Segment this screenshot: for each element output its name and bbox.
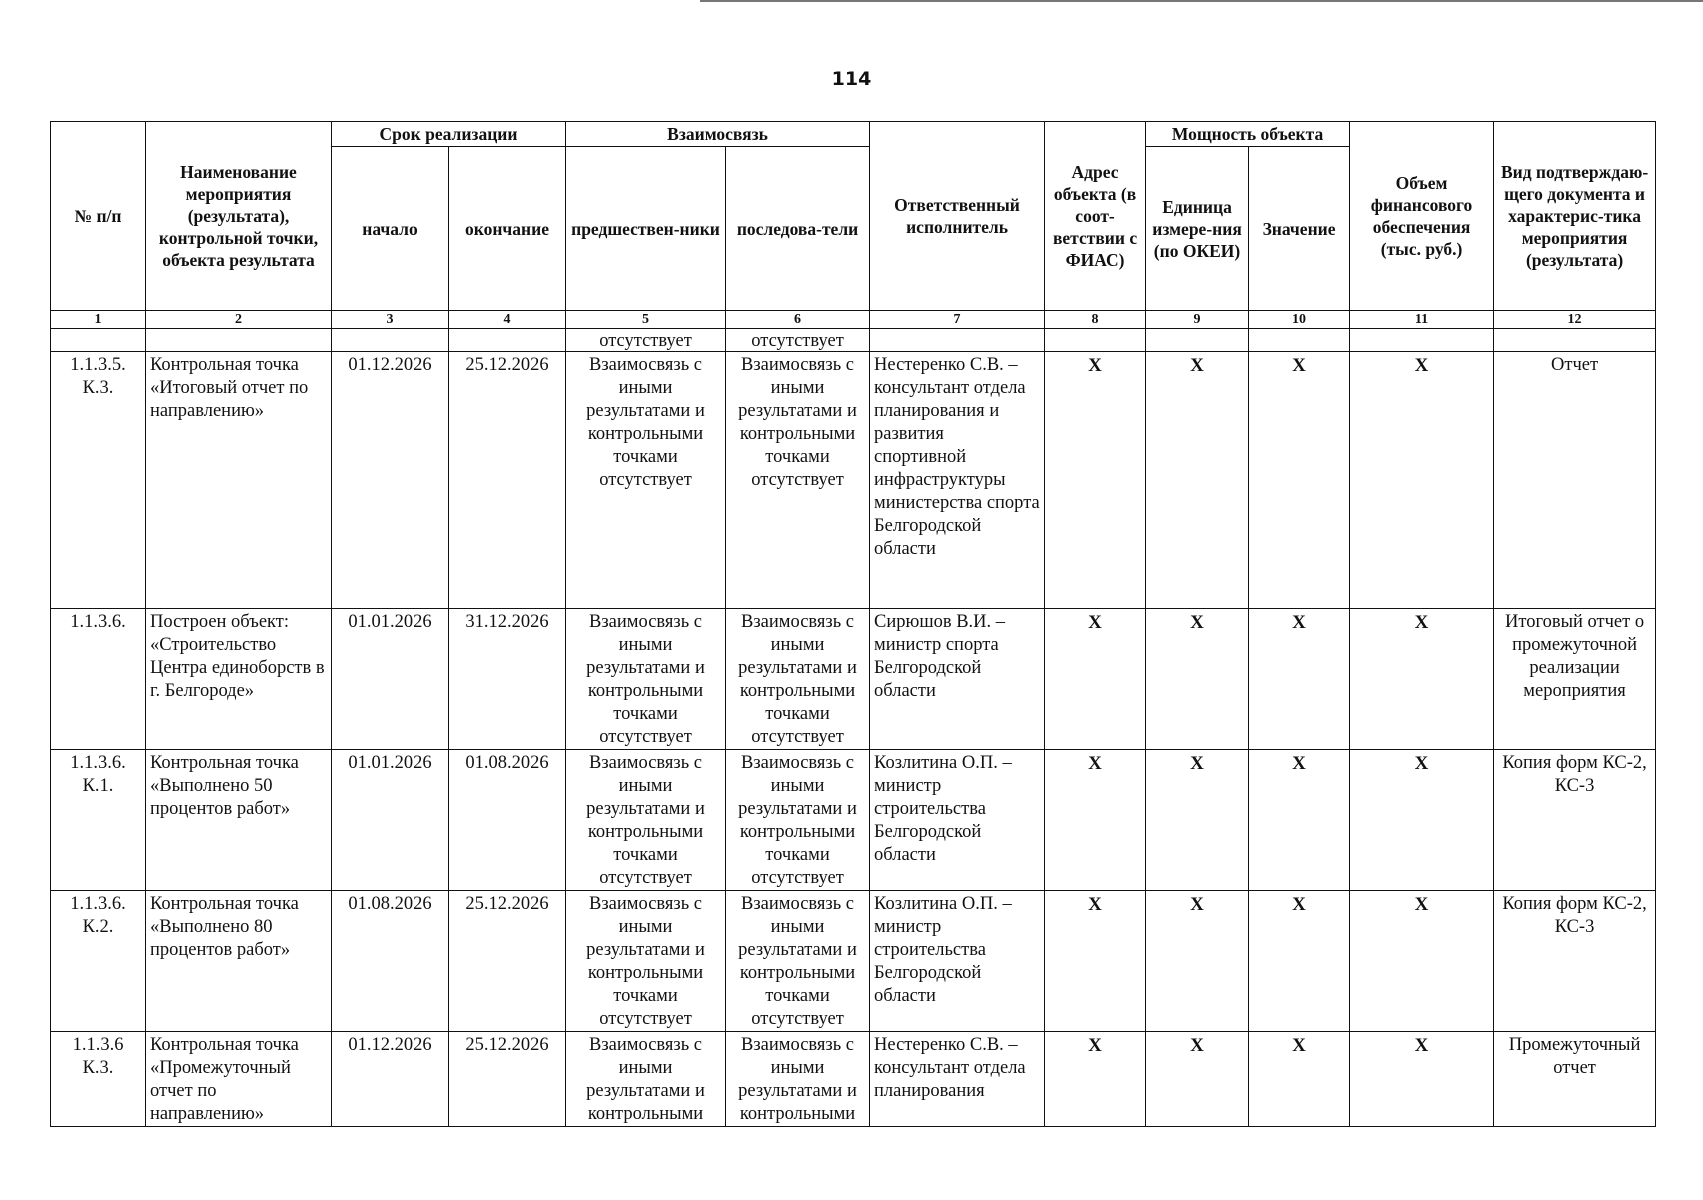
- header-finance: Объем финансового обеспечения (тыс. руб.): [1350, 122, 1494, 311]
- table-row: [51, 1032, 1656, 1127]
- row-unit: X: [1146, 891, 1249, 1032]
- column-number: 9: [1146, 311, 1249, 329]
- row-name: Контрольная точка «Итоговый отчет по направлению»: [146, 352, 332, 609]
- row-predecessors: Взаимосвязь с иными результатами и контрольными точками отсутствует: [566, 352, 726, 609]
- row-finance: X: [1350, 352, 1494, 609]
- column-number: 3: [332, 311, 449, 329]
- row-unit: X: [1146, 1032, 1249, 1127]
- row-num: 1.1.3.6.: [51, 609, 146, 750]
- header-capacity-group: Мощность объекта: [1146, 122, 1350, 147]
- row-name: Контрольная точка «Выполнено 50 процентов работ»: [146, 750, 332, 891]
- column-number: 11: [1350, 311, 1494, 329]
- header-term-group: Срок реализации: [332, 122, 566, 147]
- row-num: 1.1.3.6. К.1.: [51, 750, 146, 891]
- row-address: X: [1045, 750, 1146, 891]
- row-value: X: [1249, 609, 1350, 750]
- row-predecessors: Взаимосвязь с иными результатами и контрольными точками отсутствует: [566, 891, 726, 1032]
- row-value: X: [1249, 750, 1350, 891]
- column-number: 12: [1494, 311, 1656, 329]
- row-responsible: Нестеренко С.В. – консультант отдела планирования: [870, 1032, 1045, 1127]
- row-doc: Копия форм КС-2, КС-3: [1494, 891, 1656, 1032]
- table-row: [51, 891, 1656, 1032]
- row-responsible: Нестеренко С.В. – консультант отдела планирования и развития спортивной инфраструктуры министерства спорта Белгородской области: [870, 352, 1045, 609]
- row-start: 01.01.2026: [332, 750, 449, 891]
- row-num: 1.1.3.6. К.2.: [51, 891, 146, 1032]
- row-predecessors: Взаимосвязь с иными результатами и контрольными точками отсутствует: [566, 609, 726, 750]
- row-name: Построен объект: «Строительство Центра единоборств в г. Белгороде»: [146, 609, 332, 750]
- row-unit: X: [1146, 609, 1249, 750]
- table-row: [51, 352, 1656, 609]
- row-address: X: [1045, 352, 1146, 609]
- row-finance: X: [1350, 891, 1494, 1032]
- row-predecessors: Взаимосвязь с иными результатами и контрольными: [566, 1032, 726, 1127]
- column-number-row: [51, 311, 1656, 329]
- scan-edge-line: [700, 0, 1703, 2]
- column-number: 8: [1045, 311, 1146, 329]
- continuation-successors: отсутствует: [726, 329, 870, 352]
- header-doc-type: Вид подтверждаю-щего документа и характерис-тика мероприятия (результата): [1494, 122, 1656, 311]
- header-unit: Единица измере-ния (по ОКЕИ): [1146, 147, 1249, 311]
- row-predecessors: Взаимосвязь с иными результатами и контрольными точками отсутствует: [566, 750, 726, 891]
- row-value: X: [1249, 1032, 1350, 1127]
- row-start: 01.12.2026: [332, 1032, 449, 1127]
- row-finance: X: [1350, 609, 1494, 750]
- row-responsible: Козлитина О.П. – министр строительства Белгородской области: [870, 750, 1045, 891]
- continuation-predecessors: отсутствует: [566, 329, 726, 352]
- row-unit: X: [1146, 750, 1249, 891]
- row-finance: X: [1350, 750, 1494, 891]
- continuation-row: [51, 329, 1656, 352]
- header-predecessors: предшествен-ники: [566, 147, 726, 311]
- row-end: 01.08.2026: [449, 750, 566, 891]
- row-end: 25.12.2026: [449, 891, 566, 1032]
- row-doc: Промежуточный отчет: [1494, 1032, 1656, 1127]
- row-doc: Копия форм КС-2, КС-3: [1494, 750, 1656, 891]
- row-num: 1.1.3.6 К.3.: [51, 1032, 146, 1127]
- row-start: 01.12.2026: [332, 352, 449, 609]
- row-unit: X: [1146, 352, 1249, 609]
- row-name: Контрольная точка «Выполнено 80 процентов работ»: [146, 891, 332, 1032]
- row-responsible: Сирюшов В.И. – министр спорта Белгородской области: [870, 609, 1045, 750]
- implementation-plan-table: [50, 121, 1656, 1127]
- row-successors: Взаимосвязь с иными результатами и контрольными точками отсутствует: [726, 352, 870, 609]
- row-end: 31.12.2026: [449, 609, 566, 750]
- row-end: 25.12.2026: [449, 352, 566, 609]
- column-number: 4: [449, 311, 566, 329]
- table-header: [51, 122, 1656, 329]
- row-value: X: [1249, 352, 1350, 609]
- column-number: 2: [146, 311, 332, 329]
- column-number: 7: [870, 311, 1045, 329]
- row-successors: Взаимосвязь с иными результатами и контрольными точками отсутствует: [726, 891, 870, 1032]
- row-finance: X: [1350, 1032, 1494, 1127]
- header-link-group: Взаимосвязь: [566, 122, 870, 147]
- column-number: 10: [1249, 311, 1350, 329]
- header-value: Значение: [1249, 147, 1350, 311]
- row-doc: Итоговый отчет о промежуточной реализации мероприятия: [1494, 609, 1656, 750]
- row-responsible: Козлитина О.П. – министр строительства Белгородской области: [870, 891, 1045, 1032]
- header-num: № п/п: [51, 122, 146, 311]
- header-successors: последова-тели: [726, 147, 870, 311]
- table-row: [51, 609, 1656, 750]
- row-successors: Взаимосвязь с иными результатами и контрольными точками отсутствует: [726, 750, 870, 891]
- row-name: Контрольная точка «Промежуточный отчет по направлению»: [146, 1032, 332, 1127]
- header-end: окончание: [449, 147, 566, 311]
- header-name: Наименование мероприятия (результата), контрольной точки, объекта результата: [146, 122, 332, 311]
- row-num: 1.1.3.5. К.3.: [51, 352, 146, 609]
- row-end: 25.12.2026: [449, 1032, 566, 1127]
- header-address: Адрес объекта (в соот-ветствии с ФИАС): [1045, 122, 1146, 311]
- column-number: 6: [726, 311, 870, 329]
- column-number: 5: [566, 311, 726, 329]
- row-successors: Взаимосвязь с иными результатами и контрольными точками отсутствует: [726, 609, 870, 750]
- header-responsible: Ответственный исполнитель: [870, 122, 1045, 311]
- row-start: 01.08.2026: [332, 891, 449, 1032]
- column-number: 1: [51, 311, 146, 329]
- page-number: 114: [831, 68, 872, 90]
- row-address: X: [1045, 891, 1146, 1032]
- row-doc: Отчет: [1494, 352, 1656, 609]
- row-successors: Взаимосвязь с иными результатами и контрольными: [726, 1032, 870, 1127]
- row-address: X: [1045, 1032, 1146, 1127]
- row-start: 01.01.2026: [332, 609, 449, 750]
- table-row: [51, 750, 1656, 891]
- row-value: X: [1249, 891, 1350, 1032]
- header-start: начало: [332, 147, 449, 311]
- row-address: X: [1045, 609, 1146, 750]
